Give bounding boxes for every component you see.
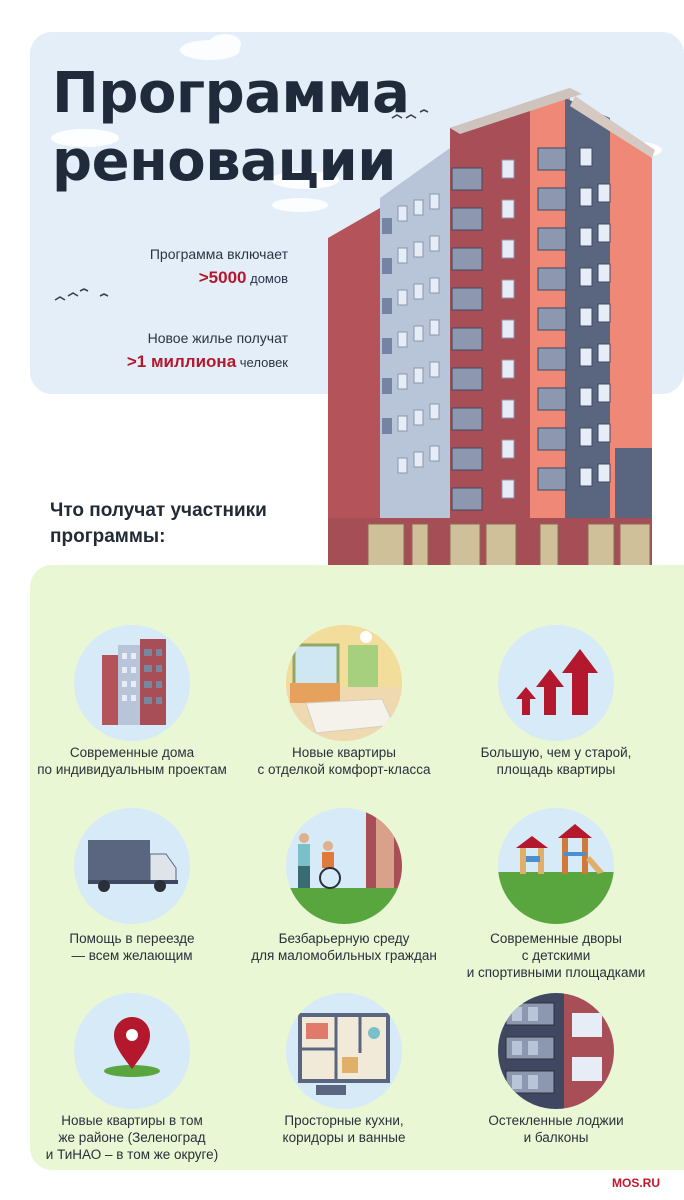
feature-building-illustration [74,625,190,741]
feature-label: Большую, чем у старой, площадь квартиры [480,745,632,777]
feature-location-illustration [74,993,190,1109]
building-illustration [320,88,684,600]
arrows-up-icon [498,625,614,741]
feature-label: Современные дворы с детскими и спортивными площадками [466,931,646,980]
stat-label-people: Новое жилье получат [147,330,288,346]
feature-arrows-illustration [498,625,614,741]
stat-label-houses: Программа включает [149,246,288,262]
brand-logo: MOS.RU [612,1176,660,1190]
feature-label: Современные дома по индивидуальным проектам [37,745,227,777]
feature-balcony-illustration [498,993,614,1109]
feature-label: Безбарьерную среду для маломобильных граждан [251,931,437,963]
stat-value-houses: >5000 домов [198,268,288,287]
wheelchair-icon [286,808,402,924]
feature-label: Новые квартиры с отделкой комфорт-класса [257,745,431,777]
apartment-interior-icon [286,625,402,741]
location-pin-icon [74,993,190,1109]
playground-icon [498,808,614,924]
truck-icon [74,808,190,924]
feature-playground-illustration [498,808,614,924]
feature-truck-illustration [74,808,190,924]
floor-plan-icon [286,993,402,1109]
section-heading: Что получат участники программы: [50,500,267,547]
feature-apartment-illustration [286,625,402,741]
balcony-icon [498,993,614,1109]
feature-label: Остекленные лоджии и балконы [488,1113,624,1145]
feature-label: Просторные кухни, коридоры и ванные [282,1113,406,1145]
feature-accessibility-illustration [286,808,402,924]
feature-label: Помощь в переезде — всем желающим [69,931,195,963]
page-title: Программа реновации [52,61,410,194]
feature-floorplan-illustration [286,993,402,1109]
stat-value-people: >1 миллиона человек [126,352,288,371]
feature-label: Новые квартиры в том же районе (Зеленоград и ТиНАО – в том же округе) [45,1113,219,1162]
building-icon [74,625,190,741]
